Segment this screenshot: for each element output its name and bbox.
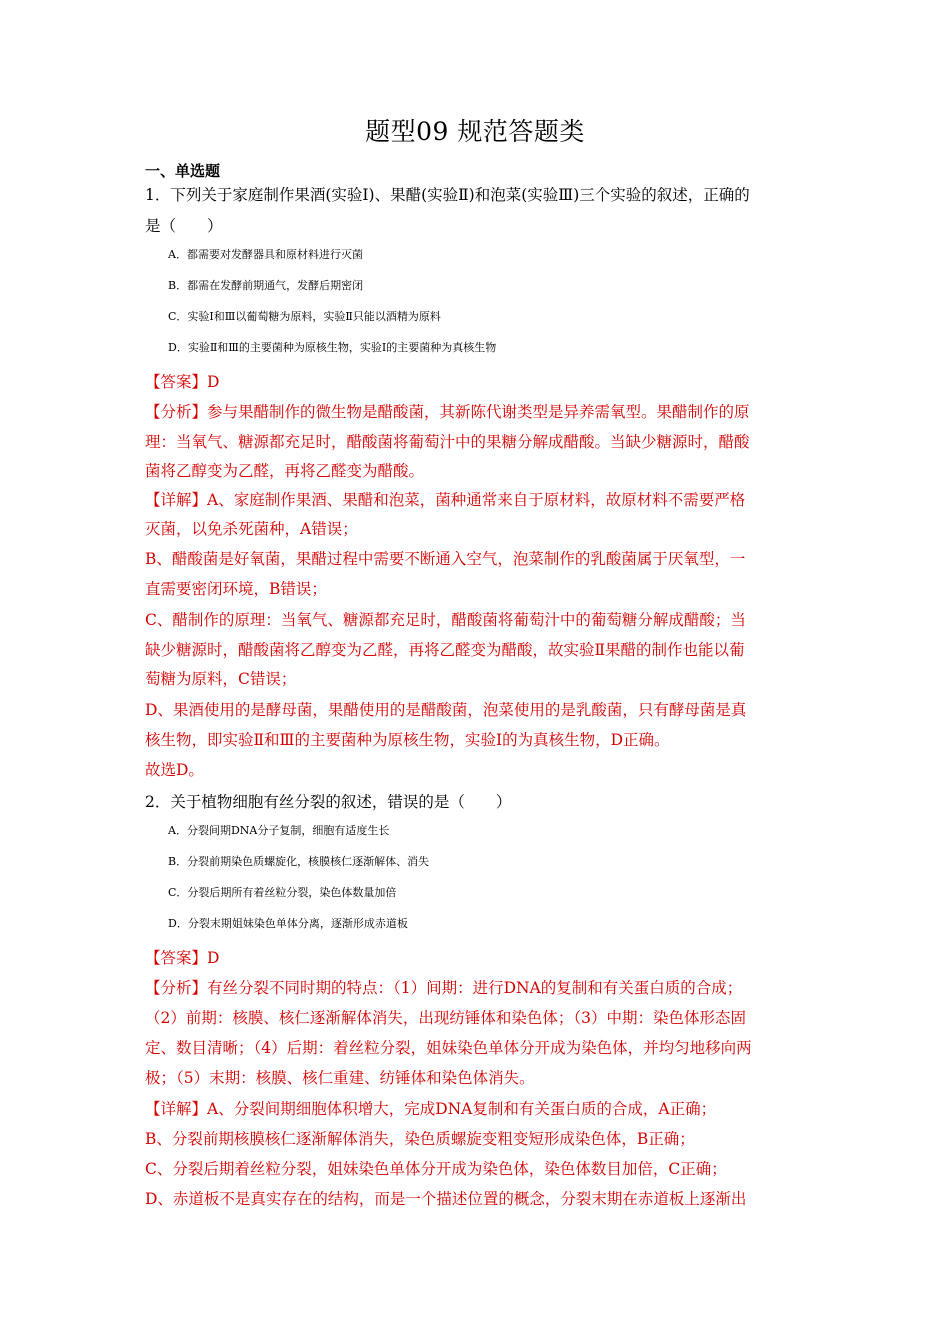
- question-2-detail-line: B、分裂前期核膜核仁逐渐解体消失，染色质螺旋变粗变短形成染色体，B正确；: [145, 1130, 695, 1148]
- question-1-analysis-line: 菌将乙醇变为乙醛，再将乙醛变为醋酸。: [145, 462, 425, 480]
- question-2-answer: 【答案】D: [145, 949, 220, 967]
- question-1-detail-line: B、醋酸菌是好氧菌，果醋过程中需要不断通入空气，泡菜制作的乳酸菌属于厌氧型，一: [145, 550, 746, 568]
- question-1-option-b: B．都需在发酵前期通气，发酵后期密闭: [168, 279, 364, 292]
- question-1-detail-line: 【详解】A、家庭制作果酒、果醋和泡菜，菌种通常来自于原材料，故原材料不需要严格: [145, 491, 746, 509]
- question-1-detail-line: 直需要密闭环境，B错误；: [145, 580, 327, 598]
- question-2-option-d: D．分裂末期姐妹染色单体分离，逐渐形成赤道板: [168, 917, 408, 930]
- question-2-option-c: C．分裂后期所有着丝粒分裂，染色体数量加倍: [168, 886, 397, 899]
- question-1-analysis-line: 【分析】参与果醋制作的微生物是醋酸菌，其新陈代谢类型是异养需氧型。果醋制作的原: [145, 403, 750, 421]
- question-1-detail-line: C、醋制作的原理：当氧气、糖源都充足时，醋酸菌将葡萄汁中的葡萄糖分解成醋酸；当: [145, 611, 746, 629]
- section-heading: 一、单选题: [145, 162, 221, 180]
- question-2-analysis-line: 【分析】有丝分裂不同时期的特点：（1）间期：进行DNA的复制和有关蛋白质的合成；: [145, 979, 743, 997]
- question-1-detail-line: 萄糖为原料，C错误；: [145, 670, 297, 688]
- question-1-option-a: A．都需要对发酵器具和原材料进行灭菌: [168, 248, 363, 261]
- question-2-option-a: A．分裂间期DNA分子复制，细胞有适度生长: [168, 824, 390, 837]
- question-1-option-d: D．实验Ⅱ和Ⅲ的主要菌种为原核生物，实验Ⅰ的主要菌种为真核生物: [168, 341, 497, 354]
- question-1-conclusion: 故选D。: [145, 761, 204, 779]
- question-2-detail-line: C、分裂后期着丝粒分裂，姐妹染色单体分开成为染色体，染色体数目加倍，C正确；: [145, 1160, 727, 1178]
- question-2-analysis-line: （2）前期：核膜、核仁逐渐解体消失，出现纺锤体和染色体；（3）中期：染色体形态固: [145, 1009, 746, 1027]
- question-1-detail-line: D、果酒使用的是酵母菌，果醋使用的是醋酸菌，泡菜使用的是乳酸菌，只有酵母菌是真: [145, 701, 747, 719]
- question-2-detail-line: D、赤道板不是真实存在的结构，而是一个描述位置的概念，分裂末期在赤道板上逐渐出: [145, 1190, 747, 1208]
- question-2-detail-line: 【详解】A、分裂间期细胞体积增大，完成DNA复制和有关蛋白质的合成，A正确；: [145, 1100, 717, 1118]
- question-1-analysis-line: 理：当氧气、糖源都充足时，醋酸菌将葡萄汁中的果糖分解成醋酸。当缺少糖源时，醋酸: [145, 433, 750, 451]
- question-2-stem: 2．关于植物细胞有丝分裂的叙述，错误的是（ ）: [145, 793, 512, 811]
- question-2-analysis-line: 定、数目清晰；（4）后期：着丝粒分裂，姐妹染色单体分开成为染色体，并均匀地移向两: [145, 1039, 752, 1057]
- question-2-option-b: B．分裂前期染色质螺旋化，核膜核仁逐渐解体、消失: [168, 855, 430, 868]
- question-2-analysis-line: 极；（5）末期：核膜、核仁重建、纺锤体和染色体消失。: [145, 1069, 535, 1087]
- question-1-detail-line: 核生物，即实验Ⅱ和Ⅲ的主要菌种为原核生物，实验Ⅰ的为真核生物，D正确。: [145, 731, 670, 749]
- question-1-option-c: C．实验Ⅰ和Ⅲ以葡萄糖为原料，实验Ⅱ只能以酒精为原料: [168, 310, 441, 323]
- question-1-answer: 【答案】D: [145, 373, 220, 391]
- question-1-detail-line: 缺少糖源时，醋酸菌将乙醇变为乙醛，再将乙醛变为醋酸，故实验Ⅱ果醋的制作也能以葡: [145, 641, 745, 659]
- question-1-detail-line: 灭菌，以免杀死菌种，A错误；: [145, 520, 358, 538]
- question-1-stem-line-2: 是（ ）: [145, 217, 223, 235]
- document-title: 题型09 规范答题类: [365, 117, 585, 146]
- question-1-stem-line-1: 1．下列关于家庭制作果酒(实验Ⅰ)、果醋(实验Ⅱ)和泡菜(实验Ⅲ)三个实验的叙述，正确的: [145, 186, 750, 204]
